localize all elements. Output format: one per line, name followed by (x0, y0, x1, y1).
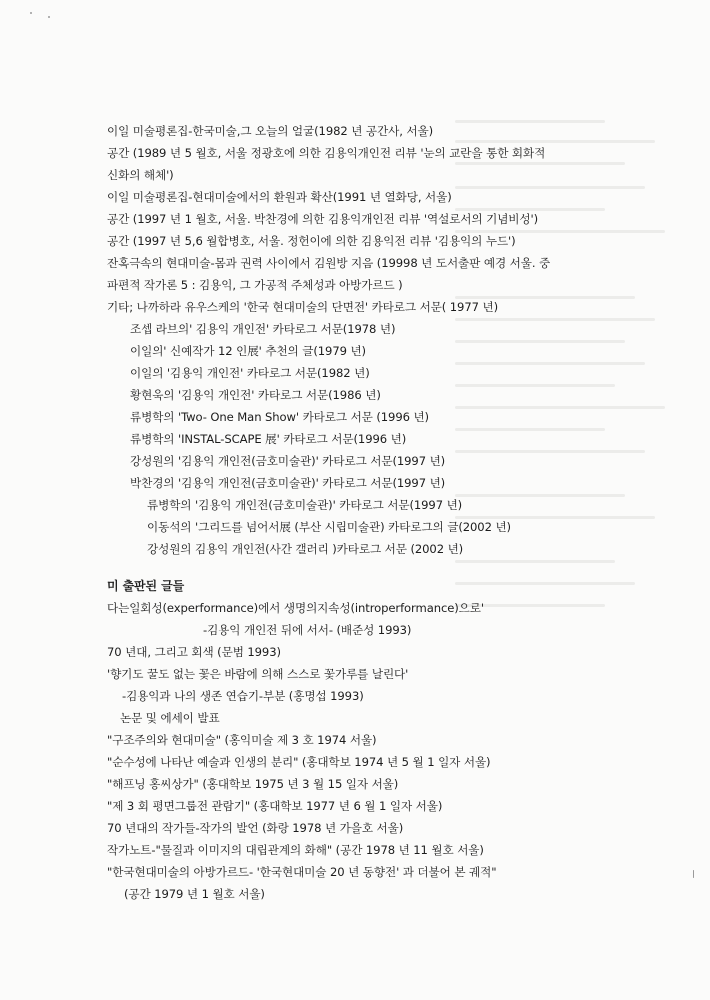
bibliography-line: -김용익 개인전 뒤에 서서- (배준성 1993) (203, 623, 412, 637)
bibliography-line: 조셉 라브의' 김용익 개인전' 카타로그 서문(1978 년) (130, 322, 396, 336)
bibliography-line: 류병학의 'INSTAL-SCAPE 展' 카타로그 서문(1996 년) (130, 432, 407, 446)
bibliography-line: 이일 미술평론집-한국미술,그 오늘의 얼굴(1982 년 공간사, 서울) (107, 124, 434, 138)
bibliography-line: 다는일회성(experformance)에서 생명의지속성(introperformance)으로' (107, 601, 484, 615)
bibliography-line: "한국현대미술의 아방가르드- '한국현대미술 20 년 동향전' 과 더불어 본 궤적" (107, 865, 497, 879)
bibliography-line: 황현욱의 '김용익 개인전' 카타로그 서문(1986 년) (130, 388, 381, 402)
bibliography-line: 이일의' 신예작가 12 인展' 추천의 글(1979 년) (130, 344, 366, 358)
bibliography-line: 이일의 '김용익 개인전' 카타로그 서문(1982 년) (130, 366, 370, 380)
bibliography-line: 이일 미술평론집-현대미술에서의 환원과 확산(1991 년 열화당, 서울) (107, 190, 452, 204)
bibliography-line: 파편적 작가론 5 : 김용익, 그 가공적 주체성과 아방가르드 ) (107, 278, 403, 292)
bibliography-line: 강성원의 '김용익 개인전(금호미술관)' 카타로그 서문(1997 년) (130, 454, 446, 468)
bibliography-line: 논문 및 에세이 발표 (120, 711, 220, 725)
bibliography-line: 잔혹극속의 현대미술-몸과 권력 사이에서 김원방 지음 (19998 년 도서출판 예경 서울. 중 (107, 256, 551, 270)
bibliography-line: 공간 (1997 년 5,6 월합병호, 서울. 정헌이에 의한 김용익전 리뷰 '김용익의 누드') (107, 234, 516, 248)
bibliography-line: 강성원의 김용익 개인전(사간 갤러리 )카타로그 서문 (2002 년) (147, 542, 464, 556)
bibliography-line: '향기도 꿀도 없는 꽃은 바람에 의해 스스로 꽃가루를 날린다' (107, 667, 409, 681)
bibliography-line: 기타; 나까하라 유우스케의 '한국 현대미술의 단면전' 카타로그 서문( 1977 년) (107, 300, 498, 314)
bibliography-line: "제 3 회 평면그룹전 관람기" (홍대학보 1977 년 6 월 1 일자 서울) (107, 799, 443, 813)
bibliography-line: "구조주의와 현대미술" (홍익미술 제 3 호 1974 서울) (107, 733, 377, 747)
bibliography-line: "순수성에 나타난 예술과 인생의 분리" (홍대학보 1974 년 5 월 1 일자 서울) (107, 755, 491, 769)
bibliography-line: 류병학의 'Two- One Man Show' 카타로그 서문 (1996 년) (130, 410, 429, 424)
bibliography-line: 작가노트-"물질과 이미지의 대립관계의 화해" (공간 1978 년 11 월호 서울) (107, 843, 484, 857)
bibliography-line: 신화의 해체') (107, 168, 174, 182)
bibliography-line: 70 년대, 그리고 회색 (문범 1993) (107, 645, 281, 659)
section-heading: 미 출판된 글들 (107, 579, 185, 593)
bibliography-line: 류병학의 '김용익 개인전(금호미술관)' 카타로그 서문(1997 년) (147, 498, 463, 512)
bibliography-line: 박찬경의 '김용익 개인전(금호미술관)' 카타로그 서문(1997 년) (130, 476, 446, 490)
bibliography-line: 70 년대의 작가들-작가의 발언 (화랑 1978 년 가을호 서울) (107, 821, 404, 835)
bibliography-line: (공간 1979 년 1 월호 서울) (124, 887, 265, 901)
bibliography-line: "해프닝 홍씨상가" (홍대학보 1975 년 3 월 15 일자 서울) (107, 777, 399, 791)
bibliography-line: 공간 (1989 년 5 월호, 서울 정광호에 의한 김용익개인전 리뷰 '눈의 교란을 통한 회화적 (107, 146, 546, 160)
bibliography-line: 이동석의 '그리드를 넘어서展 (부산 시립미술관) 카타로그의 글(2002 년) (147, 520, 511, 534)
bibliography-line: -김용익과 나의 생존 연습기-부분 (홍명섭 1993) (122, 689, 364, 703)
bibliography-line: 공간 (1997 년 1 월호, 서울. 박찬경에 의한 김용익개인전 리뷰 '역설로서의 기념비성') (107, 212, 539, 226)
